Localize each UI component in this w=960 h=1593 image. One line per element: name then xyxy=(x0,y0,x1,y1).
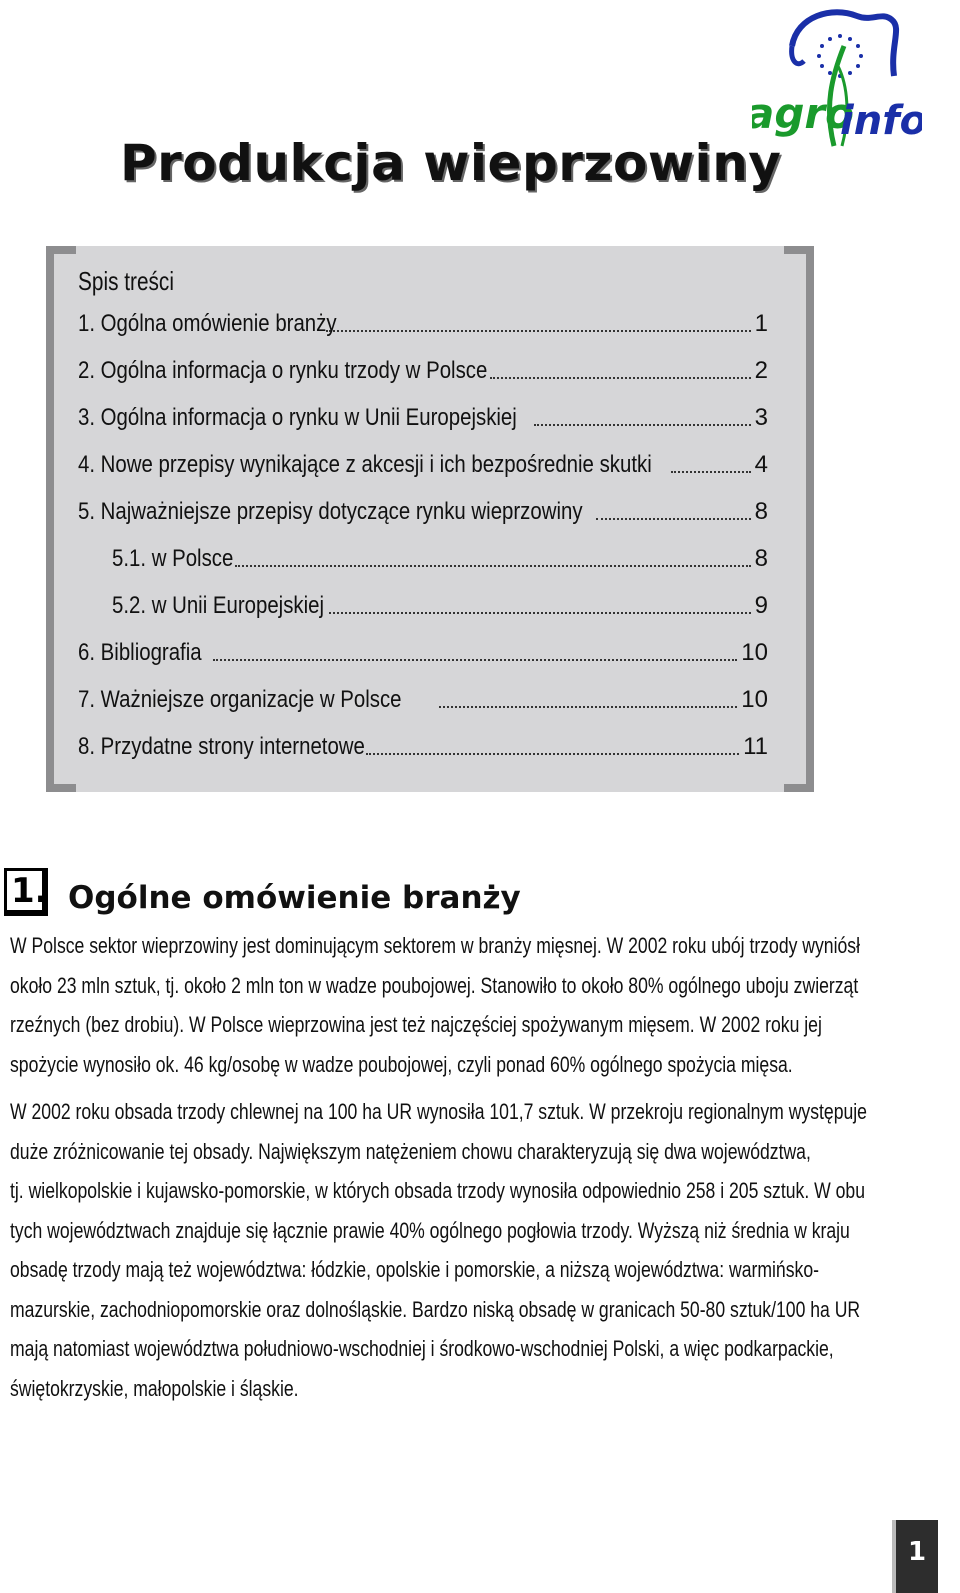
toc-item[interactable] xyxy=(78,308,768,338)
section-number: 1. xyxy=(4,868,48,916)
toc-item-label: 1. Ogólna omówienie branży xyxy=(78,310,337,337)
logo-text-info: info xyxy=(840,98,922,144)
paragraph-line: świętokrzyskie, małopolskie i śląskie. xyxy=(10,1375,299,1401)
toc-bracket-right xyxy=(784,246,814,792)
toc-item-label: 5.1. w Polsce xyxy=(112,545,234,572)
toc-item-label: 2. Ogólna informacja o rynku trzody w Polsce xyxy=(78,357,488,384)
toc-item[interactable] xyxy=(78,496,768,526)
toc-leader-dots xyxy=(213,659,737,661)
section-title: Ogólne omówienie branży xyxy=(68,880,521,916)
toc-leader-dots xyxy=(235,565,751,567)
toc-leader-dots xyxy=(326,330,750,332)
toc-item-label: 6. Bibliografia xyxy=(78,639,202,666)
toc-item-page: 10 xyxy=(741,639,768,666)
toc-item-page: 8 xyxy=(754,545,768,572)
toc-leader-dots xyxy=(490,377,751,379)
toc-item-label: 8. Przydatne strony internetowe xyxy=(78,733,365,760)
toc-leader-dots xyxy=(366,753,740,755)
paragraph-line: rzeźnych (bez drobiu). W Polsce wieprzowina jest też najczęściej spożywanym mięsem. W 2002 roku jej xyxy=(10,1012,822,1037)
paragraph-line: spożycie wynosiło ok. 46 kg/osobę w wadze poubojowej, czyli ponad 60% ogólnego spożycia mięsa. xyxy=(10,1051,793,1077)
logo-text-agro: agro xyxy=(752,89,854,138)
paragraph-2 xyxy=(10,1092,867,1408)
toc-item-label: 5.2. w Unii Europejskiej xyxy=(112,592,325,619)
toc-item[interactable] xyxy=(78,449,768,479)
paragraph-line: tych województwach znajduje się łącznie prawie 40% ogólnego pogłowia trzody. Wyższą niż średnia w kraju xyxy=(10,1217,850,1243)
paragraph-line: obsadę trzody mają też województwa: łódzkie, opolskie i pomorskie, a niższą województwa: warmińsko- xyxy=(10,1257,819,1282)
paragraph-line: tj. wielkopolskie i kujawsko-pomorskie, w których obsada trzody wynosiła odpowiednio 258 i 205 sztuk. W obu xyxy=(10,1178,865,1203)
toc-item-page: 4 xyxy=(754,451,768,478)
paragraph-line: W 2002 roku obsada trzody chlewnej na 100 ha UR wynosiła 101,7 sztuk. W przekroju regionalnym występuje xyxy=(10,1099,867,1124)
toc-leader-dots xyxy=(534,424,750,426)
toc-leader-dots xyxy=(671,471,751,473)
toc-item-page: 10 xyxy=(741,686,768,713)
toc-item-label: 5. Najważniejsze przepisy dotyczące rynku wieprzowiny xyxy=(78,498,583,525)
toc-item-page: 1 xyxy=(754,310,768,337)
toc-item-page: 8 xyxy=(754,498,768,525)
toc-item-page: 11 xyxy=(743,733,768,760)
toc-item[interactable] xyxy=(78,731,768,761)
toc-item[interactable] xyxy=(78,684,768,714)
toc-item-label: 7. Ważniejsze organizacje w Polsce xyxy=(78,686,402,713)
toc-item-page: 2 xyxy=(754,357,768,384)
toc-leader-dots xyxy=(329,612,750,614)
paragraph-line: W Polsce sektor wieprzowiny jest dominującym sektorem w branży mięsnej. W 2002 roku ubój trzody wyniósł xyxy=(10,933,860,958)
paragraph-line: duże zróżnicowanie tej obsady. Największym natężeniem chowu charakteryzują się dwa województwa, xyxy=(10,1138,811,1164)
toc-bracket-left xyxy=(46,246,76,792)
toc-leader-dots xyxy=(439,706,738,708)
paragraph-1 xyxy=(10,926,860,1084)
page-title: Produkcja wieprzowiny xyxy=(120,134,782,192)
paragraph-line: mazurskie, zachodniopomorskie oraz dolnośląskie. Bardzo niską obsadę w granicach 50-80 sztuk/100 ha UR xyxy=(10,1296,861,1322)
toc-item[interactable] xyxy=(112,543,768,573)
toc-item-page: 3 xyxy=(754,404,768,431)
toc-item[interactable] xyxy=(78,637,768,667)
toc-item[interactable] xyxy=(78,402,768,432)
paragraph-line: około 23 mln sztuk, tj. około 2 mln ton w wadze poubojowej. Stanowiło to około 80% ogólnego uboju zwierząt xyxy=(10,972,859,998)
toc-item-label: 4. Nowe przepisy wynikające z akcesji i ich bezpośrednie skutki xyxy=(78,451,652,478)
toc-item[interactable] xyxy=(78,355,768,385)
toc-item-label: 3. Ogólna informacja o rynku w Unii Europejskiej xyxy=(78,404,517,431)
toc-heading: Spis treści xyxy=(78,266,174,296)
toc-item[interactable] xyxy=(112,590,768,620)
paragraph-line: mają natomiast województwa południowo-wschodniej i środkowo-wschodniej Polski, a więc podkarpackie, xyxy=(10,1336,834,1361)
page-number: 1 xyxy=(896,1520,938,1593)
toc-item-page: 9 xyxy=(754,592,768,619)
toc-leader-dots xyxy=(596,518,751,520)
